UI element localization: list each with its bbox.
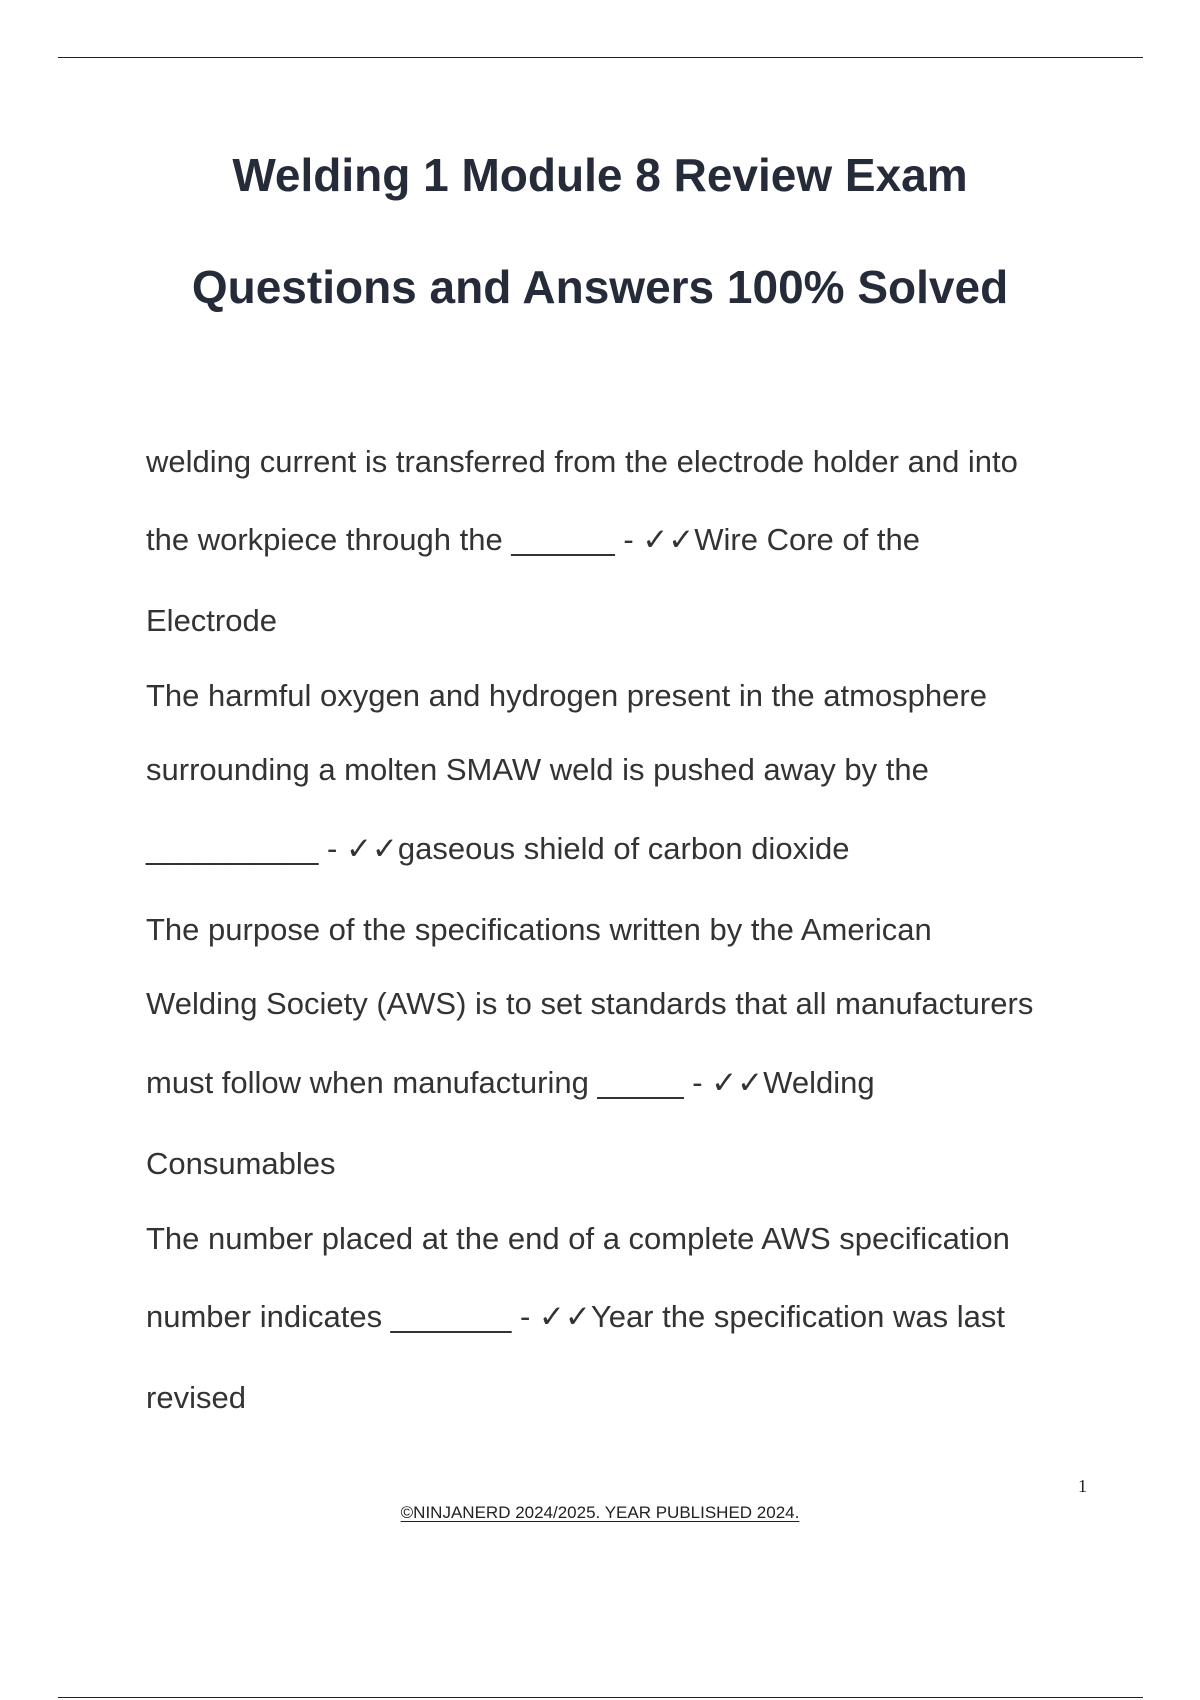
body-line: the workpiece through the ______ - ✓✓Wire Core of the	[146, 522, 920, 557]
body-line: __________ - ✓✓gaseous shield of carbon dioxide	[146, 831, 850, 866]
title-line-1: Welding 1 Module 8 Review Exam	[232, 149, 968, 201]
body-line: The purpose of the specifications written by the American	[146, 912, 932, 947]
bottom-rule	[58, 1697, 1143, 1698]
body-line: The harmful oxygen and hydrogen present in the atmosphere	[146, 678, 987, 713]
body-line: Electrode	[146, 603, 277, 638]
body-line: number indicates _______ - ✓✓Year the specification was last	[146, 1299, 1006, 1334]
body-line: The number placed at the end of a complete AWS specification	[146, 1221, 1010, 1256]
body-line: Consumables	[146, 1146, 336, 1181]
body-line: must follow when manufacturing _____ - ✓✓Welding	[146, 1065, 875, 1100]
body-line: welding current is transferred from the electrode holder and into	[146, 444, 1018, 479]
body-line: Welding Society (AWS) is to set standards that all manufacturers	[146, 986, 1034, 1021]
top-rule	[58, 57, 1143, 58]
footer-copyright: ©NINJANERD 2024/2025. YEAR PUBLISHED 2024.	[400, 1503, 800, 1522]
body-line: surrounding a molten SMAW weld is pushed away by the	[146, 752, 929, 787]
body-line: revised	[146, 1380, 246, 1415]
title-line-2: Questions and Answers 100% Solved	[191, 261, 1009, 313]
page-number: 1	[1078, 1476, 1087, 1496]
